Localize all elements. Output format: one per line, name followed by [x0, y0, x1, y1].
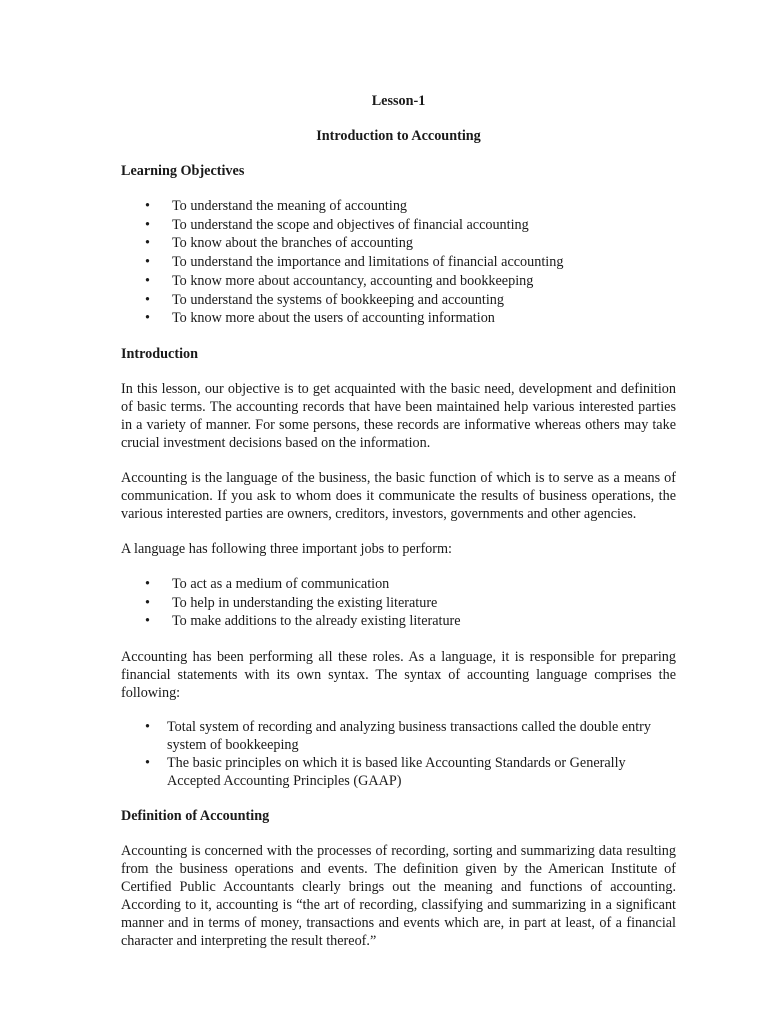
- list-item: • To understand the importance and limitations of financial accounting: [145, 254, 564, 271]
- lesson-label: Lesson-1: [371, 93, 426, 109]
- bullet-icon: •: [145, 216, 150, 233]
- list-item: • To understand the systems of bookkeeping and accounting: [145, 291, 504, 308]
- document-page: [121, 92, 676, 967]
- bullet-icon: •: [145, 575, 150, 592]
- introduction-heading: Introduction: [121, 345, 198, 362]
- bullet-icon: •: [145, 198, 150, 214]
- list-item: • The basic principles on which it is based like Accounting Standards or Generally Accepted Accounting Principles (GAAP): [145, 755, 626, 789]
- learning-objectives-list: [121, 197, 676, 328]
- list-item: • To understand the scope and objectives of financial accounting: [145, 216, 529, 233]
- bullet-icon: •: [145, 272, 150, 289]
- list-item: • To know about the branches of accounting: [145, 235, 413, 252]
- list-item: • To make additions to the already existing literature: [145, 613, 461, 630]
- bullet-icon: •: [145, 254, 150, 271]
- introduction-paragraph-1: In this lesson, our objective is to get acquainted with the basic need, development and definition of basic terms. The accounting records that have been maintained help various interested parties in a variety of manner. For some persons, these records are informative whereas others may take crucial investment decisions based on the information.: [121, 380, 676, 451]
- definition-paragraph-1: Accounting is concerned with the processes of recording, sorting and summarizing data resulting from the business operations and events. The definition given by the American Institute of Certified Public Accountants clearly brings out the meaning and functions of accounting. According to it, accounting is “the art of recording, classifying and summarizing in a significant manner and in terms of money, transactions and events which are, in part at least, of a financial character and interpreting the result thereof.”: [121, 843, 676, 950]
- introduction-paragraph-2: Accounting is the language of the business, the basic function of which is to serve as a means of communication. If you ask to whom does it communicate the results of business operations, the various interested parties are owners, creditors, investors, governments and other agencies.: [121, 469, 676, 522]
- bullet-icon: •: [145, 594, 150, 611]
- bullet-icon: •: [145, 235, 150, 252]
- syntax-list: [121, 719, 676, 790]
- bullet-icon: •: [145, 291, 150, 308]
- list-item: • To act as a medium of communication: [145, 575, 390, 592]
- bullet-icon: •: [145, 755, 150, 772]
- bullet-icon: •: [145, 613, 150, 630]
- introduction-paragraph-3: A language has following three important jobs to perform:: [121, 540, 452, 557]
- list-item: • To understand the meaning of accounting: [145, 198, 408, 214]
- list-item: • To help in understanding the existing literature: [145, 594, 438, 611]
- page-title: Introduction to Accounting: [316, 128, 481, 144]
- bullet-icon: •: [145, 310, 150, 327]
- introduction-paragraph-4: Accounting has been performing all these roles. As a language, it is responsible for preparing financial statements with its own syntax. The syntax of accounting language comprises the following:: [121, 649, 676, 702]
- language-jobs-list: [121, 575, 676, 631]
- list-item: • To know more about accountancy, accounting and bookkeeping: [145, 272, 534, 289]
- learning-objectives-heading: Learning Objectives: [121, 163, 245, 179]
- definition-heading: Definition of Accounting: [121, 808, 270, 825]
- bullet-icon: •: [145, 719, 150, 736]
- list-item: • Total system of recording and analyzing business transactions called the double entry system of bookkeeping: [145, 719, 652, 753]
- list-item: • To know more about the users of accounting information: [145, 310, 495, 327]
